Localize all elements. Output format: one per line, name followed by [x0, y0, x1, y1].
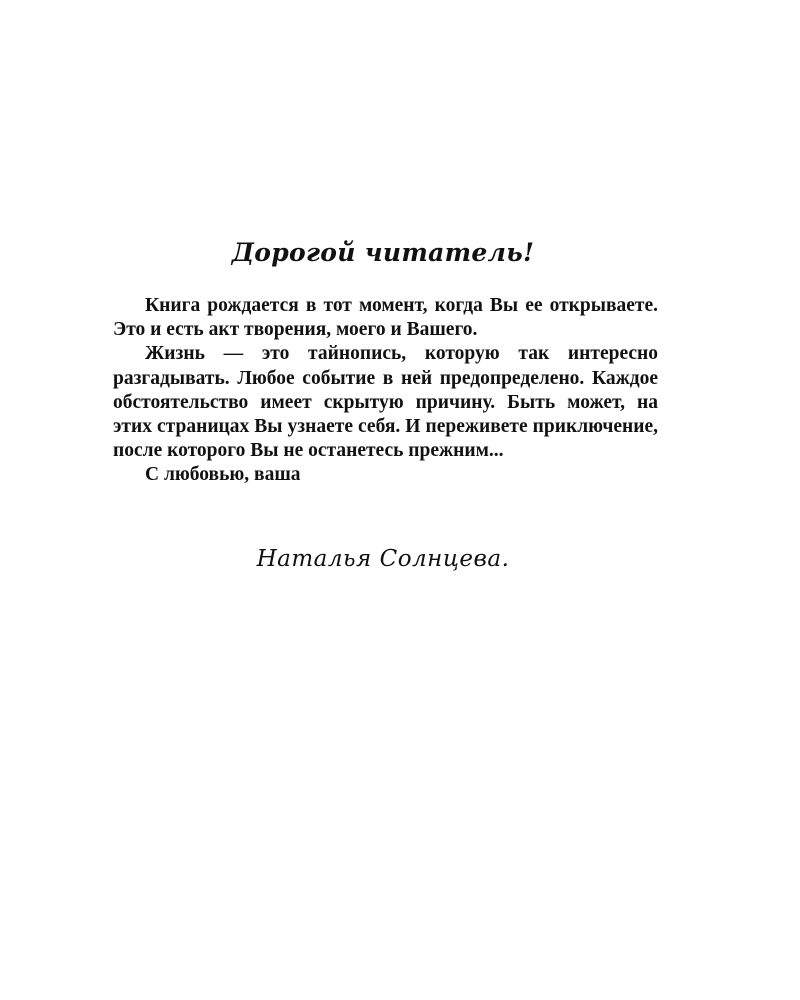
paragraph-2: Жизнь — это тайнопись, которую так интересно разгадывать. Любое событие в ней предопределено. Каждое обстоятельство имеет скрытую причину. Быть может, на этих страницах Вы узнаете себя. И переживете приключение, после которого Вы не останетесь прежним... — [113, 343, 658, 462]
page-title: Дорогой читатель! — [231, 238, 535, 267]
paragraph-1: Книга рождается в тот момент, когда Вы ее открываете. Это и есть акт творения, моего и Вашего. — [113, 295, 658, 341]
author-signature: Наталья Солнцева. — [256, 546, 510, 572]
closing-line: С любовью, ваша — [145, 464, 301, 486]
letter-body — [113, 294, 658, 488]
